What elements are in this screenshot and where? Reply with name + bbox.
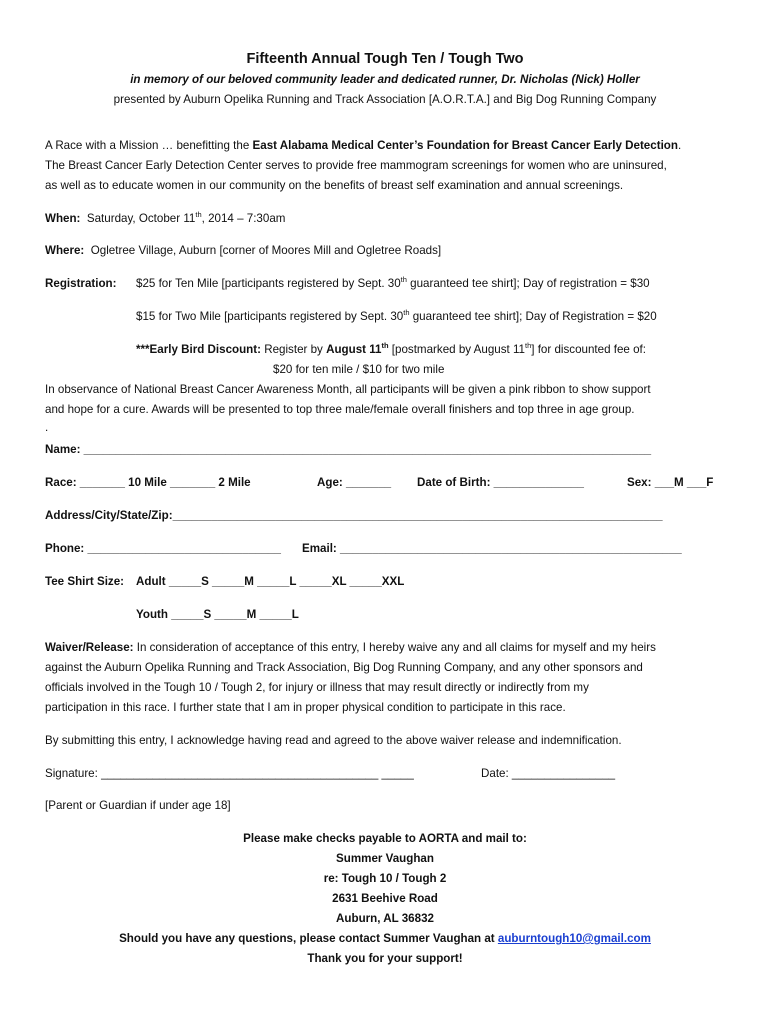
presenter-line: presented by Auburn Opelika Running and Track Association [A.O.R.T.A.] and Big Dog Running Company [113,93,657,106]
mission-prefix: A Race with a Mission … benefitting the [45,139,253,152]
phone-field[interactable] [45,543,281,555]
thanks-text: Thank you for your support! [307,952,463,965]
early-bird-label: ***Early Bird Discount: [136,343,261,356]
name-blank[interactable]: ________________________________________________________________________________________ [83,443,652,456]
acknowledge-line: By submitting this entry, I acknowledge having read and agreed to the above waiver release and indemnification. [45,734,622,747]
waiver-label: Waiver/Release: [45,641,134,654]
date-field[interactable]: Date: ________________ [481,767,616,780]
adult-sizes-text[interactable]: Adult _____S _____M _____L _____XL _____XXL [136,575,405,588]
when-line [45,210,286,225]
when-sup: th [195,210,202,219]
sex-field[interactable] [627,477,713,489]
youth-sizes-text[interactable]: Youth _____S _____M _____L [136,608,299,621]
mail-re [0,873,770,885]
where-line [45,245,441,257]
race-choice-field[interactable] [45,477,251,489]
stray-dot: . [45,421,49,434]
mail-re-text: re: Tough 10 / Tough 2 [323,872,447,885]
race-choice-text[interactable]: Race: _______ 10 Mile _______ 2 Mile [45,476,251,489]
page-title: Fifteenth Annual Tough Ten / Tough Two [246,51,524,67]
memorial-line [0,74,770,86]
early-date: August 11 [326,343,382,356]
two-fee-post: guaranteed tee shirt]; Day of Registration = $20 [409,310,657,323]
address-field[interactable] [45,510,663,522]
foundation-name: East Alabama Medical Center’s Foundation for Breast Cancer Early Detection [252,139,678,152]
mission-line-2: The Breast Cancer Early Detection Center serves to provide free mammogram screenings for women who are uninsured, [45,159,667,172]
two-mile-fee [136,308,657,323]
mission-suffix: . [677,139,682,152]
guardian-note: [Parent or Guardian if under age 18] [45,799,231,812]
address-blank[interactable]: ____________________________________________________________________________ [172,509,663,522]
ten-fee-sup: th [400,275,407,284]
early-sup2: th [525,341,532,350]
when-value: Saturday, October 11 [86,212,196,225]
email-field[interactable] [302,543,682,555]
email-text[interactable]: Email: _____________________________________________________ [302,542,682,555]
waiver-text-1: In consideration of acceptance of this entry, I hereby waive any and all claims for myself and my heirs [133,641,656,654]
two-fee-text: $15 for Two Mile [participants registered by Sept. 30 [136,310,404,323]
signature-field[interactable]: Signature: ___________________________________________ _____ [45,767,414,780]
registration-label-text: Registration: [45,277,117,290]
adult-sizes-field[interactable] [136,576,404,588]
mission-line-3: as well as to educate women in our community on the benefits of breast self examination and annual screenings. [45,179,624,192]
when-label: When: [45,212,81,225]
two-fee-sup: th [403,308,410,317]
mail-street-text: 2631 Beehive Road [332,892,438,905]
where-label: Where: [45,244,85,257]
dob-field[interactable] [417,477,584,489]
mail-city-text: Auburn, AL 36832 [336,912,434,925]
ten-mile-fee [136,275,650,290]
waiver-line-3: officials involved in the Tough 10 / Tough 2, for injury or illness that may result directly or indirectly from my [45,681,589,694]
mail-name-text: Summer Vaughan [336,852,434,865]
contact-email-link[interactable]: auburntough10@gmail.com [497,932,651,945]
name-field[interactable] [45,444,651,456]
early-bird-fees: $20 for ten mile / $10 for two mile [273,363,445,376]
name-label: Name: [45,443,84,456]
when-value-post: , 2014 – 7:30am [201,212,286,225]
mission-line-1 [45,140,681,152]
mail-instruction-text: Please make checks payable to AORTA and mail to: [243,832,527,845]
mail-city [0,913,770,925]
early-sup: th [381,341,389,350]
phone-text[interactable]: Phone: ______________________________ [45,542,281,555]
early-mid2: [postmarked by August 11 [388,343,525,356]
early-post: ] for discounted fee of: [531,343,646,356]
youth-sizes-field[interactable] [136,609,299,621]
mail-name [0,853,770,865]
thanks-line [0,953,770,965]
tee-shirt-label [45,576,124,588]
address-label: Address/City/State/Zip: [45,509,173,522]
age-text[interactable]: Age: _______ [317,476,392,489]
waiver-line-1 [45,642,656,654]
ten-fee-post: guaranteed tee shirt]; Day of registration = $30 [406,277,650,290]
where-value: Ogletree Village, Auburn [corner of Moores Mill and Ogletree Roads] [90,244,442,257]
early-bird-line [136,341,646,356]
sex-text[interactable]: Sex: ___M ___F [627,476,714,489]
awareness-line-1: In observance of National Breast Cancer Awareness Month, all participants will be given a pink ribbon to show support [45,383,651,396]
memorial-text: in memory of our beloved community leader and dedicated runner, Dr. Nicholas (Nick) Holler [130,73,640,86]
age-field[interactable] [317,477,391,489]
mail-instruction [0,833,770,845]
tee-shirt-label-text: Tee Shirt Size: [45,575,125,588]
dob-text[interactable]: Date of Birth: ______________ [417,476,584,489]
questions-text: Should you have any questions, please contact Summer Vaughan at [119,932,498,945]
awareness-line-2: and hope for a cure. Awards will be presented to top three male/female overall finishers and top three in age group. [45,403,635,416]
waiver-line-4: participation in this race. I further state that I am in proper physical condition to participate in this race. [45,701,566,714]
early-mid: Register by [260,343,327,356]
registration-label [45,278,117,290]
mail-street [0,893,770,905]
questions-line [0,933,770,945]
ten-fee-text: $25 for Ten Mile [participants registered by Sept. 30 [136,277,401,290]
waiver-line-2: against the Auburn Opelika Running and Track Association, Big Dog Running Company, and any other sponsors and [45,661,643,674]
